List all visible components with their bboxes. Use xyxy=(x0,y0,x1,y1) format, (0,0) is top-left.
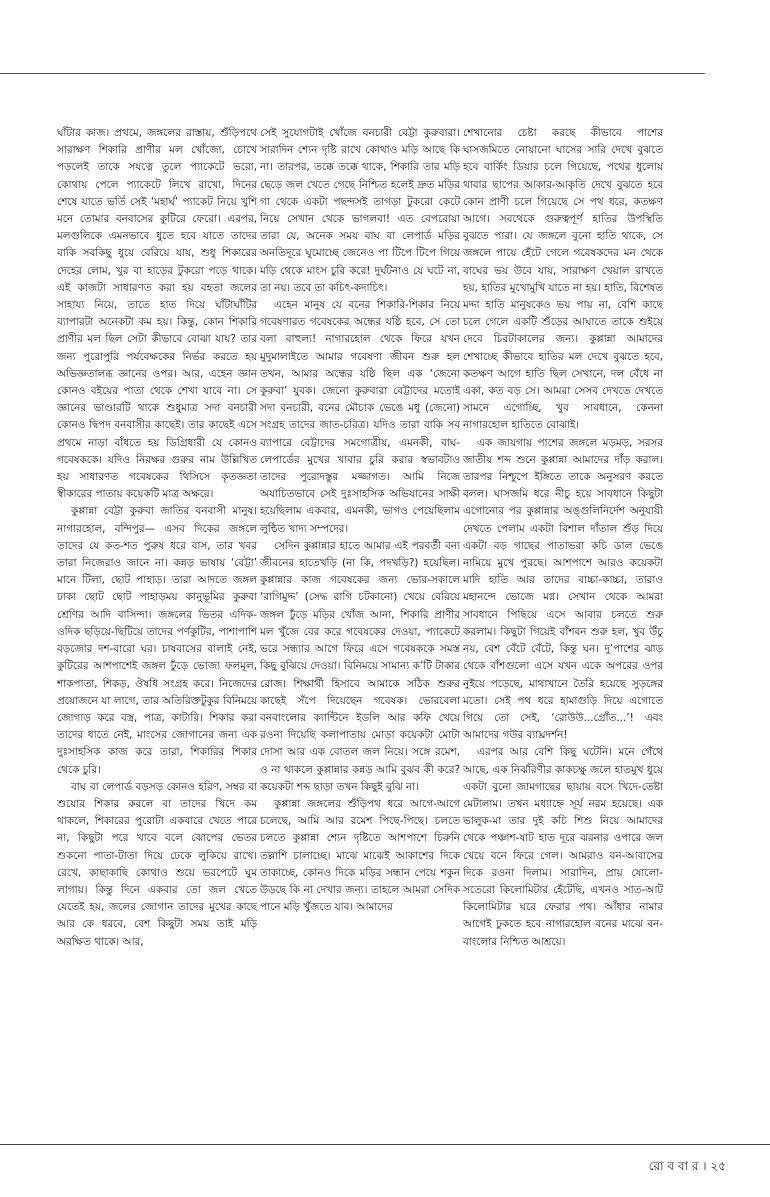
paragraph: শেখানোর চেষ্টা করছে কীভাবে পাশের ঘাসজমিতে নোয়ানো ঘাসের সারি দেখে বুঝতে হবে বার্কিং ডিয়ার চলে গিয়েছে, পথের ধুলোয় থাবার ছাপের আকার-আকৃতি দেখে বুঝতে হবে কোন প্রাণী চলে গিয়েছে সে পথ ধরে, কতক্ষণ আগে। সবথেকে গুরুত্বপূর্ণ হাতির উপস্থিতি বুঝতে পারা। যে জঙ্গলে বুনো হাতি থাকে, সে জঙ্গলে পায়ে হেঁটে গেলে গবেষকদের মন থেকে বাঘের ভয় উবে যায়, সারাক্ষণ খেয়াল রাখতে হয়, হাতির মুখোমুখি যাতে না হয়। হাতি, বিশেষত মদ্দা হাতি মানুষকেও ভয় পায় না, বেশি কাছে চলে গেলে একটি শুঁড়ের আঘাতে তাকে শুইয়ে দেবে চিরটাকালের জন্য। কুপ্পান্না আমাদের শেখাচ্ছে কীভাবে হাতির মল দেখে বুঝতে হবে, কতক্ষণ আগে হাতি ছিল সেখানে, দল বেঁধে না একা, কত বড় সে। আমরা সেসব দেখতে দেখতে সামনে এগোচ্ছি, খুব সাবধানে, কেননা নাগারহোল হাতিতে বোঝাই। xyxy=(463,127,663,432)
paragraph: এরপর আর বেশি কিছু ঘটেনি। মনে গেঁথে আছে, এক নির্ঝরিণীর কাকচক্ষু জলে হাতমুখ ধুয়ে একটা বুনো জামগাছের ছায়ায় বসে খিদে-তেষ্টা মেটালাম। তখন মধ্যাহ্নে সূর্য নরম হয়েছে। এক ভালুক-মা তার দুই কচি শিশু নিয়ে আমাদের থেকে পঞ্চাশ-ষাট হাত দূরে ঝরনার ওপারে জল খেয়ে বনে ফিরে গেল। আমরাও বন-আবাসের দিকে রওনা দিলাম। সারাদিন, প্রায় ষোলো-সতেরো কিলোমিটার হেঁটেছি, এখনও সাত-আট কিলোমিটার ঘরে ফেরার পথ। আঁধার নামার আগেই ঢুকতে হবে নাগারহোল বনের মাঝে বন-বাংলোর নিশ্চিত আশ্রয়ে। xyxy=(463,746,663,948)
paragraph: এক জায়গায় পাশের জঙ্গলে মড়মড়, সরসর জাতীয় শব্দ শুনে কুপ্পান্না আমাদের দাঁড় করাল। তারপর নিশ্চুপে ইঙ্গিতে তাকে অনুসরণ করতে বলল। ঘাসজমি ধরে নীচু হয়ে সাবধানে কিছুটা এগোনোর পর কুপ্পান্নার অঙ্গুলিনির্দেশ অনুযায়ী দেখতে পেলাম একটা বিশাল দাঁতাল শুঁড় দিয়ে একটা বড় গাছের পাতাভরা কচি ডাল ভেঙে নামিয়ে মুখে পুরছে। আশপাশে আরও কয়েকটা মাদি হাতি আর তাদের বাচ্চা-কাচ্চা, তারাও মহানন্দে ভোজে মগ্ন। সেখান থেকে আমরা সাবধানে পিছিয়ে এসে আবার চলতে শুরু করলাম। কিছুটা গিয়েই বাঁশবন শুরু হল, খুব উঁচু নয়, বেশ বেঁটে বেঁটে, কিন্তু ঘন। দু’পাশের ঝাড় থেকে বাঁশগুলো এসে যখন একে অপরের ওপর নুইয়ে পড়েছে, মাথাখানে তৈরি হয়েছে সুড়ঙ্গের মতো। সেই পথ ধরে হামাগুড়ি দিয়ে এগোতে গিয়ে তো সেই, ‘রোউউ...গ্রোঁত...’! এবং আমাদের গউর ব্যাঘ্রদর্শন! xyxy=(463,436,663,742)
paragraph: সেই সুযোগটাই খোঁজে বনচারী বেট্টা কুরুবারা। সারাদিন শ্যেন দৃষ্টি রাখে কোথাও মড়ি আছে কি না। তারপর, তক্কে তক্কে থাকে, শিকারি তার মড়ি ছেড়ে জল খেতে গেছে নিশ্চিত হলেই দ্রুত মড়ির গা থেকে একটা পছন্দসই তাগড়া টুকরো কেটে নিয়ে সেখান থেকে ভাগলবা! এত বেপরোয়া তারা যে, অনেক সময় বাঘ বা লেপার্ড মড়ির অনতিদূরে ঘুমোচ্ছে জেনেও পা টিপে টিপে গিয়ে মড়ি থেকে মাংস চুরি করে! দুর্ঘটনাও যে ঘটে না, তা নয়। তবে তা কচিৎ-কদাচিৎ। xyxy=(260,127,460,294)
article-body xyxy=(57,125,663,1130)
bottom-rule xyxy=(0,1144,770,1145)
page-folio: রো ব বা র । ২৫ xyxy=(648,1159,726,1173)
paragraph: এহেন মানুষ যে বনের শিকারি-শিকার নিয়ে গবেষণারত গবেষকের অন্ধের যষ্ঠি হবে, সে তো বলা বাহুল্য! নাগারহোল থেকে ফিরে যখন মুদুমালাইতে আমার গবেষণা জীবন শুরু হল তখন, আমার অন্ধের যষ্ঠি ছিল এক ‘জেনো কুরুবা’ যুবক। জেনো কুরুবারা বেট্টাদের মতোই সদা বনচারী, বনের মৌচাক ভেঙে মধু (জেনো) সংগ্রহ তাদের জাত-চরিত্র। যদিও তারা বাকি সব ব্যাপারে বেট্টাদের সমগোত্রীয়, এমনকী, বাঘ-লেপার্ডের মুখের খাবার চুরি করার স্বভাবটাও তাদের পুরোদস্তুর মজ্জাগত। আমি নিজে অযাচিতভাবে সেই দুঃসাহসিক অভিযানের সাক্ষী হয়েছিলাম একবার, এমনকী, ভাগও পেয়েছিলাম লুন্ঠিত খাদ্য সম্পদের। xyxy=(260,299,460,535)
paragraph: বাঘ বা লেপার্ড বড়সড় কোনও হরিণ, সম্বর বা শুয়োর শিকার করলে বা তাদের খিদে কম থাকলে, শিকারের পুরোটা একবারে খেতে পারে না, কিছুটা পরে খাবে বলে ঝোপের ভেতর শুকনো পাতা-টাতা দিয়ে ঢেকে লুকিয়ে রাখে। রেখে, কাছাকাছি কোথাও শুয়ে ভরপেটে ঘুম লাগায়। কিন্তু দিনে একবার তো জল খেতে যেতেই হয়, জলের জোগান তাদের মুখের কাছে আর কে ধরবে, বেশ কিছুটা সময় তাই মড়ি অরক্ষিত থাকে। আর, xyxy=(57,780,257,948)
column-1 xyxy=(57,125,257,1130)
column-2 xyxy=(260,125,460,1130)
paragraph: ঘাঁটার কাজ। প্রথমে, জঙ্গলের রাস্তায়, শুঁড়িপথে সারাক্ষণ শিকারি প্রাণীর মল খোঁজো, চোখে পড়লেই তাকে সযত্নে তুলে প্যাকেটে ভরো, কোথায় পেলে প্যাকেটে লিখে রাখো, দিনের শেষে যাতে ভর্তি সেই ‘মহার্ঘ’ প্যাকেট নিয়ে খুশি মনে তোমার বনবাসের কুটিরে ফেরো। এরপর, মলগুলিকে এমনভাবে ধুতে হবে যাতে তাদের বাকি সবকিছু ধুয়ে বেরিয়ে যায়, শুধু শিকারের দেহের লোম, খুর বা হাড়ের টুকরো পড়ে থাকে। এই কাজটা সাধারণত করা হয় বহতা জলের সাহায্য নিয়ে, তাতে হাত দিয়ে ঘাঁটাঘাঁটির ব্যাপারটা অনেকটা কম হয়। কিন্তু, কোন শিকারি প্রাণীর মল ছিল সেটা কীভাবে বোঝা যায়? তার জন্য পুরোপুরি পর্যবেক্ষকের নির্ভর করতে হয় অভিজ্ঞতালব্ধ জ্ঞানের ওপর। আর, এহেন জ্ঞান কোনও বইয়ের পাতা থেকে শেখা যাবে না। সে জ্ঞানের ভাণ্ডারটি থাকে শুধুমাত্র সদা বনচারী কোনও দ্বিপদ বনবাসীর কাছেই। তার কাছেই এসে প্রথমে নাড়া বাঁধতে হয় ডিগ্রিধারী যে কোনও গবেষককে। যদিও নিরক্ষর গুরুর নাম উল্লিখিত হয় সাধারণত গবেষকের থিসিসে কৃতজ্ঞতা স্বীকারের পাতায় কয়েকটি মাত্র অক্ষরে। xyxy=(57,127,257,501)
column-3 xyxy=(463,125,663,1130)
paragraph: সেদিন কুপ্পান্নার হাতে আমার এই পরবর্তী বন্য জীবনের হাতেখড়ি (না কি, পদখড়ি?) হয়েছিল। কুপ্পান্নার কাজ গবেষকের জন্য ভোর-সকালে ‘রাগিমুদ্দ’ (সেদ্ধ রাগি চটকানো) খেয়ে বেরিয়ে জঙ্গল ঢুঁড়ে মড়ির খোঁজ আনা, শিকারি প্রাণীর মল খুঁজে বের করে গবেষকের দেওয়া, প্যাকেটে ভরে সন্ধ্যার আগে ফিরে এসে গবেষককে সমস্ত কিছু বুঝিয়ে দেওয়া। বিনিময়ে সামান্য ক’টি টাকার রোজ। শিক্ষার্থী হিসাবে আমাকে সঠিক শুরুর কাছেই সঁপে দিয়েছেন গবেষক। ভোরবেলা বনবাংলোর ক্যান্টিনে ইডলি আর কফি খেয়ে রওনা দিয়েছি কলাপাতায় মোড়া কয়েকটা মোটা দোসা আর এক বোতল জল নিয়ে। সঙ্গে রমেশ, ও না থাকলে কুপ্পান্নার কন্নড় আমি বুঝব কী করে? কয়েকটা শব্দ ছাড়া তখন কিছুই বুঝি না। xyxy=(260,539,460,793)
paragraph: কুপ্পান্না জঙ্গলের শুঁড়িপথ ধরে আগে-আগে চলেছে, আমি আর রমেশ পিছে-পিছে। চলতে চলতে কুপ্পান্না শ্যেন দৃষ্টিতে আশপাশে চিরুনি তল্লাশি চালাচ্ছে। মাঝে মাঝেই আকাশের দিকে তাকাচ্ছে, কোনও দিকে মড়ির সন্ধান পেয়ে শকুন উড়ছে কি না দেখার জন্য। তাহলে আমরা সেদিক পানে মড়ি খুঁজতে যাব। আমাদের xyxy=(260,797,460,914)
top-rule xyxy=(0,73,705,74)
paragraph: কুপ্পান্না বেট্টা কুরুবা জাতির বনবাসী মানুষ। নাগারহোল, বন্দিপুর— এসব দিকের জঙ্গলে তাদের যে কত-শত পুরুষ ধরে বাস, তার খবর তারা নিজেরাও জানে না। কন্নড় ভাষায় ‘বেট্টা’ মানে টিলা, ছোট পাহাড়। তারা আদতে জঙ্গল ঢাকা ছোট ছোট পাহাড়ময় কানুভূমির কুরুবা শ্রেণির আদি বাসিন্দা। জঙ্গলের ভিতর এদিক-ওদিক ছড়িয়ে-ছিটিয়ে তাদের পর্ণকুটির, পাশাপাশি বড়জোর দশ-বারো ঘর। চাষবাসের বালাই নেই, কুটিরের আশপাশেই জঙ্গল ঢুঁড়ে ভোজ্য ফলমূল, শাকপাতা, শিকড়, ঔষধি সংগ্রহ করে। নিজেদের প্রয়োজনে যা লাগে, তার অতিরিক্তটুকুর বিনিময়ে জোগাড় করে বস্ত্র, পাত্র, কাটারি। শিকার করা তাদের ধাতে নেই, মাংসের জোগানের জন্য এক দুঃসাহসিক কাজ করে তারা, শিকারির শিকার থেকে চুরি। xyxy=(57,505,257,776)
